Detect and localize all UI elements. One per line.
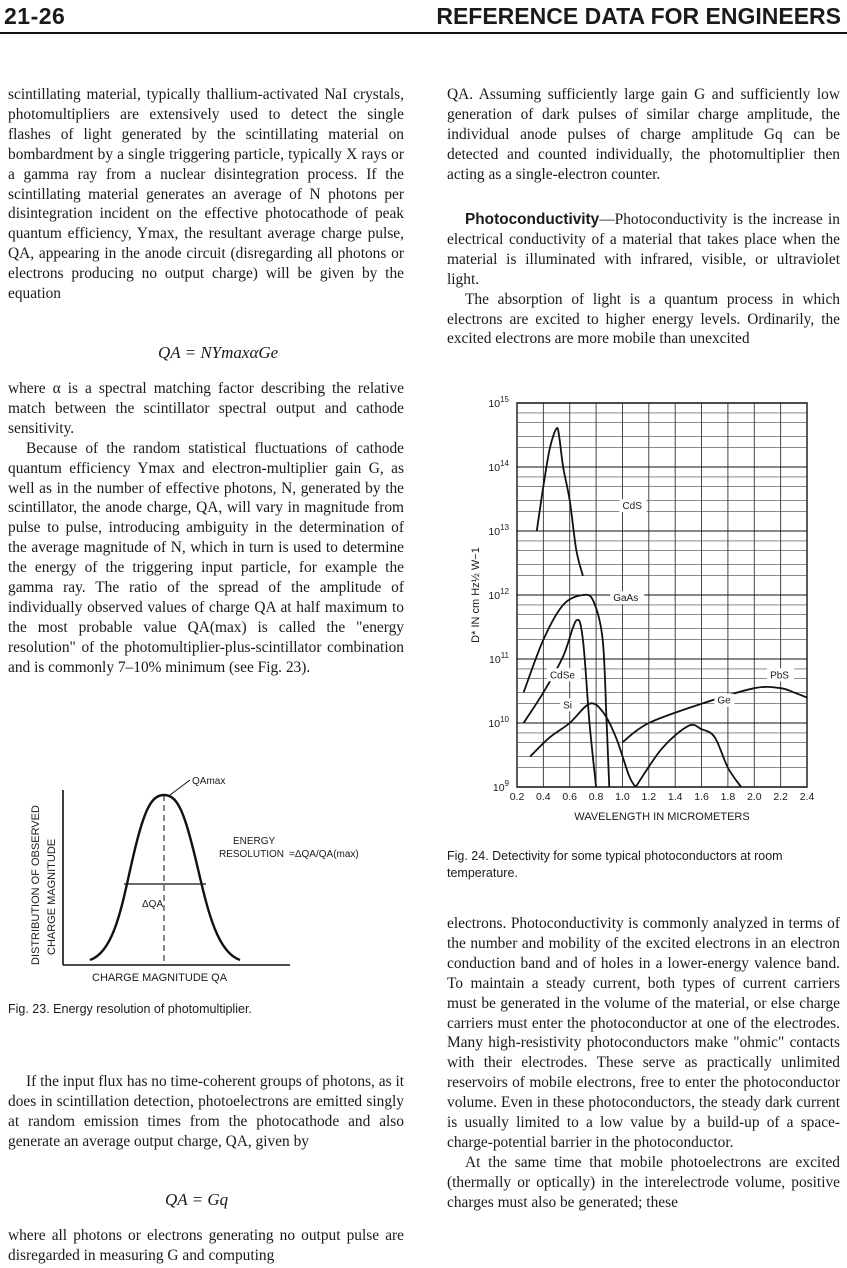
fig23-energy-1: ENERGY	[233, 836, 276, 847]
x-tick-label: 2.2	[773, 791, 788, 803]
fig23-ylabel-2: CHARGE MAGNITUDE	[46, 838, 58, 955]
right-paragraph-2: Photoconductivity—Photoconductivity is the increase in electrical conductivity of a material that takes place when the material is illuminated with infrared, visible, or ultraviolet light. The absorption of light is a quantum process in which electrons are excited to higher energy levels. Ordinarily, the excited electrons are more mobile than unexcited	[447, 211, 840, 348]
y-tick-label: $10^{12}$	[488, 587, 509, 602]
right-paragraph-4: electrons. Photoconductivity is commonly analyzed in terms of the number and mobility of the excited electrons in an electron conduction band and of holes in a lower-energy valence band. To maintain a steady current, both types of current carriers must be generated in the volume of the material, or else charge carriers must enter the photoconductor at one of the electrodes. Many high-resistivity photoconductors make "ohmic" contacts with their electrodes. These serve as practically unlimited reservoirs of mobile electrons, free to enter the photoconductor volume. Even in these photoconductors, the steady dark current is usually limited to a low value by a build-up of a space-charge-potential barrier in the photoconductor. At the same time that mobile photoelectrons are excited (thermally or optically) in the interelectrode volume, positive charges must also be generated; these	[447, 915, 840, 1211]
series-curve-ge	[636, 725, 741, 787]
left-paragraph-4: If the input flux has no time-coherent groups of photons, as it does in scintillation detection, photoelectrons are emitted singly at random emission times from the photocathode and also generate an average output charge, QA, given by	[8, 1073, 404, 1150]
y-axis-label: D* IN cm Hz½ W−1	[470, 547, 482, 643]
fig23-energy-2: RESOLUTION	[219, 849, 285, 860]
equation-2: QA = Gq	[165, 1190, 229, 1209]
x-tick-label: 0.8	[588, 791, 604, 803]
fig23-caption: Fig. 23. Energy resolution of photomultiplier.	[8, 1002, 252, 1016]
left-paragraph-5: where all photons or electrons generating no output pulse are disregarded in measuring G and computing	[8, 1227, 404, 1264]
y-tick-label: $10^{11}$	[489, 651, 509, 666]
series-label-si: Si	[563, 700, 573, 712]
x-tick-label: 0.4	[536, 791, 551, 803]
x-tick-label: 1.6	[694, 791, 709, 803]
series-curve-cdse	[524, 620, 597, 787]
series-label-gaas: GaAs	[613, 593, 639, 605]
x-tick-label: 0.6	[562, 791, 578, 803]
fig23-delta-label: ΔQA	[142, 899, 164, 910]
fig23-ylabel-1: DISTRIBUTION OF OBSERVED	[30, 805, 42, 965]
y-tick-label: $10^{14}$	[488, 459, 509, 474]
page-number: 21-26	[4, 3, 66, 29]
figure-24-chart	[455, 385, 835, 830]
section-heading: Photoconductivity	[465, 211, 600, 228]
x-tick-label: 2.0	[746, 791, 762, 803]
x-tick-label: 1.8	[720, 791, 736, 803]
fig23-energy-formula: =ΔQA/QA(max)	[289, 849, 359, 860]
left-paragraph-1: scintillating material, typically thallium-activated NaI crystals, photomultipliers are extensively used to detect the single flashes of light generated by the scintillating material on bombardment by a single triggering particle, typically X rays or a gamma ray from a nuclear disintegration process. If the scintillating material generates an average of N photons per disintegration incident on the effective photocathode of peak quantum efficiency, Ymax, the resultant average charge pulse, QA, appearing in the anode circuit (disregarding all photons or electrons producing no output charge) will be given by the equation	[8, 86, 404, 303]
series-curve-si	[530, 703, 635, 787]
page-header	[0, 0, 847, 34]
x-tick-label: 0.2	[509, 791, 525, 803]
series-label-cds: CdS	[622, 501, 642, 513]
x-tick-label: 1.2	[641, 791, 657, 803]
series-label-pbs: PbS	[770, 670, 789, 682]
series-label-cdse: CdSe	[549, 670, 575, 682]
fig23-peak-label: QAmax	[192, 776, 226, 787]
header-rule	[0, 32, 847, 34]
y-tick-label: $10^{10}$	[488, 715, 509, 730]
y-tick-label: $10^9$	[492, 779, 509, 794]
x-axis-label: WAVELENGTH IN MICROMETERS	[574, 811, 750, 823]
x-tick-label: 1.0	[615, 791, 630, 803]
x-tick-label: 2.4	[799, 791, 815, 803]
y-tick-label: $10^{13}$	[488, 523, 509, 538]
fig24-caption: Fig. 24. Detectivity for some typical photoconductors at room temperature.	[447, 849, 783, 880]
right-paragraph-1: QA. Assuming sufficiently large gain G and sufficiently low generation of dark pulses of similar charge amplitude, the individual anode pulses of charge amplitude Gq can be detected and counted individually, the photomultiplier then acting as a single-electron counter.	[447, 86, 840, 183]
y-tick-label: $10^{15}$	[488, 395, 509, 410]
x-tick-label: 1.4	[667, 791, 683, 803]
running-title: REFERENCE DATA FOR ENGINEERS	[436, 3, 841, 29]
fig23-distribution-curve	[90, 795, 240, 960]
equation-1: QA = NYmaxαGe	[158, 343, 279, 362]
left-paragraph-2: where α is a spectral matching factor describing the relative match between the scintillator spectral output and cathode sensitivity. Because of the random statistical fluctuations of cathode quantum efficiency Ymax and electron-multiplier gain G, as well as in the number of effective photons, N, generated by the scintillator, the anode charge, QA, will vary in magnitude from pulse to pulse, introducing ambiguity in the determination of the average magnitude of N, which in turn is used to determine the energy of the triggering input particle, for example the gamma ray. The ratio of the spread of the amplitude of individually observed values of charge QA at half maximum to the most probable value QA(max) is called the "energy resolution" of the photomultiplier-plus-scintillator combination and is commonly 7–10% minimum (see Fig. 23).	[8, 380, 404, 676]
fig23-peak-pointer	[170, 780, 190, 795]
series-label-ge: Ge	[717, 695, 731, 707]
fig23-xlabel: CHARGE MAGNITUDE QA	[92, 972, 228, 984]
figure-23	[30, 770, 410, 985]
